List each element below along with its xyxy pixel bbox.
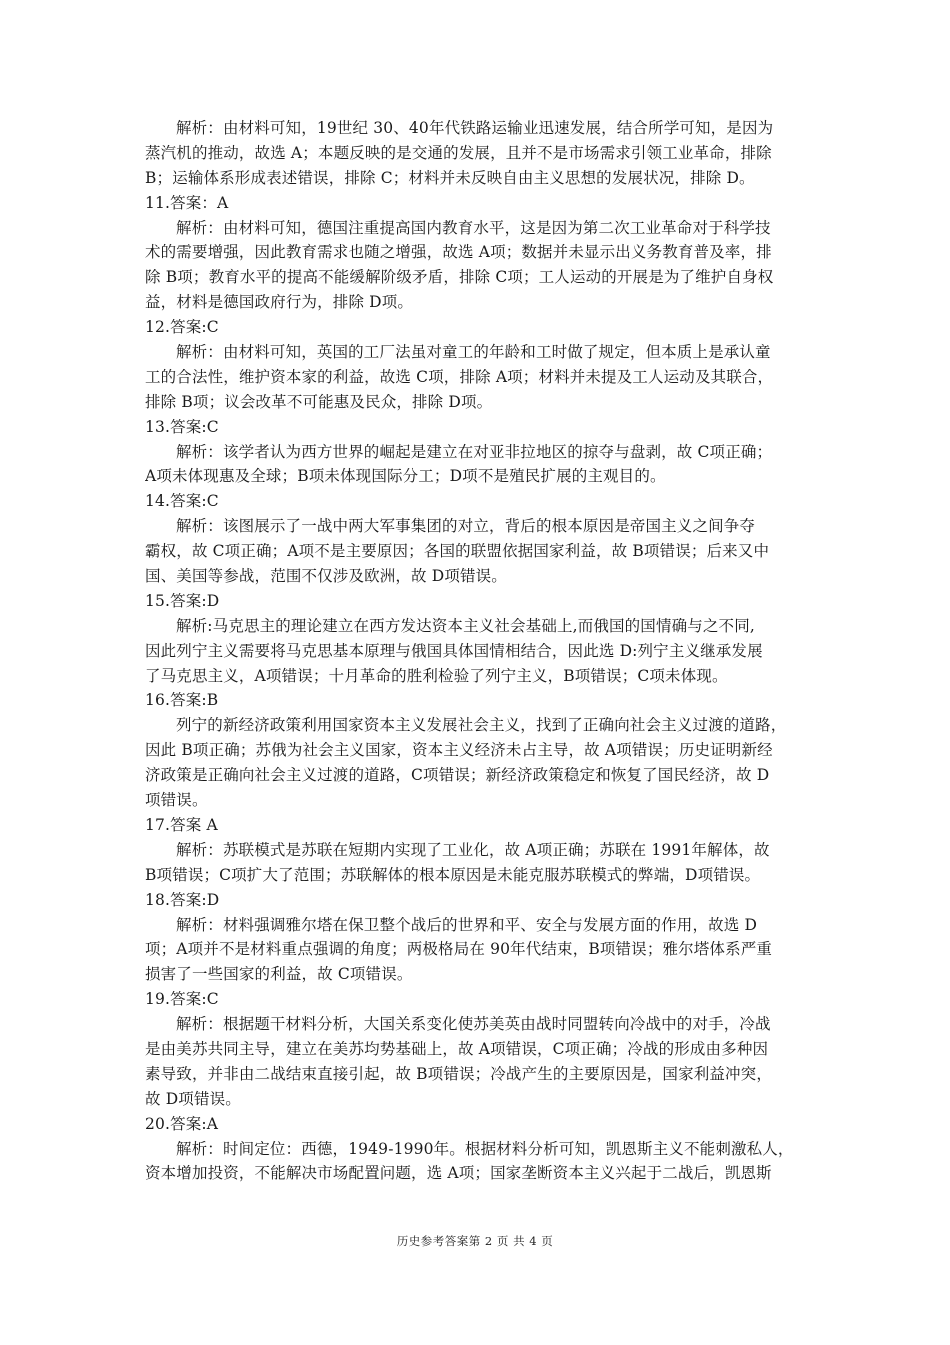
text-line: 项；A项并不是材料重点强调的角度；两极格局在 90年代结束，B项错误；雅尔塔体系严重 [145, 940, 773, 959]
text-line: 资本增加投资，不能解决市场配置问题，选 A项；国家垄断资本主义兴起于二战后，凯恩斯 [145, 1164, 772, 1183]
text-line: 项错误。 [145, 791, 208, 810]
page-footer: 历史参考答案第 2 页 共 4 页 [396, 1234, 554, 1248]
text-line: 解析：根据题干材料分析，大国关系变化使苏美英由战时同盟转向冷战中的对手，冷战 [176, 1015, 771, 1034]
text-line: 12.答案:C [145, 318, 219, 337]
text-line: 解析：时间定位：西德，1949-1990年。根据材料分析可知，凯恩斯主义不能刺激私人， [176, 1139, 794, 1158]
text-line: 济政策是正确向社会主义过渡的道路，C项错误；新经济政策稳定和恢复了国民经济，故 D [145, 766, 770, 785]
text-line: 工的合法性，维护资本家的利益，故选 C项，排除 A项；材料并未提及工人运动及其联合， [145, 367, 774, 386]
text-line: 11.答案：A [145, 193, 229, 212]
text-line: 列宁的新经济政策利用国家资本主义发展社会主义，找到了正确向社会主义过渡的道路， [176, 716, 787, 735]
text-line: 益，材料是德国政府行为，排除 D项。 [145, 293, 414, 312]
text-line: 18.答案:D [145, 890, 220, 909]
text-line: 故 D项错误。 [145, 1089, 241, 1108]
text-line: 素导致，并非由二战结束直接引起，故 B项错误；冷战产生的主要原因是，国家利益冲突， [145, 1064, 772, 1083]
text-line: 损害了一些国家的利益，故 C项错误。 [145, 965, 413, 984]
text-line: 解析：由材料可知，19世纪 30、40年代铁路运输业迅速发展，结合所学可知，是因为 [176, 119, 774, 137]
text-line: 术的需要增强，因此教育需求也随之增强，故选 A项；数据并未显示出义务教育普及率，排 [145, 243, 772, 262]
text-line: 因此 B项正确；苏俄为社会主义国家，资本主义经济未占主导，故 A项错误；历史证明新经 [145, 741, 773, 760]
text-line: 解析：该图展示了一战中两大军事集团的对立，背后的根本原因是帝国主义之间争夺 [176, 517, 756, 536]
text-line: 解析：由材料可知，德国注重提高国内教育水平，这是因为第二次工业革命对于科学技 [176, 218, 771, 237]
text-line: 19.答案:C [145, 990, 219, 1009]
text-line: A项未体现惠及全球；B项未体现国际分工；D项不是殖民扩展的主观目的。 [145, 467, 666, 486]
text-line: 解析：该学者认为西方世界的崛起是建立在对亚非拉地区的掠夺与盘剥，故 C项正确； [176, 442, 773, 461]
text-line: 14.答案:C [145, 492, 219, 511]
text-line: 解析：由材料可知，英国的工厂法虽对童工的年龄和工时做了规定，但本质上是承认童 [176, 343, 771, 362]
text-line: 蒸汽机的推动，故选 A；本题反映的是交通的发展，且并不是市场需求引领工业革命，排除 [145, 143, 772, 162]
text-line: B；运输体系形成表述错误，排除 C；材料并未反映自由主义思想的发展状况，排除 D。 [145, 168, 755, 187]
text-line: 是由美苏共同主导，建立在美苏均势基础上，故 A项错误，C项正确；冷战的形成由多种因 [145, 1039, 769, 1058]
answer-text-body [145, 116, 810, 1186]
text-line: 16.答案:B [145, 691, 219, 710]
text-line: 13.答案:C [145, 417, 219, 436]
text-line: 除 B项；教育水平的提高不能缓解阶级矛盾，排除 C项；工人运动的开展是为了维护自身权 [145, 268, 774, 287]
text-line: 17.答案 A [145, 815, 218, 834]
text-line: B项错误；C项扩大了范围；苏联解体的根本原因是未能克服苏联模式的弊端，D项错误。 [145, 865, 761, 884]
text-line: 因此列宁主义需要将马克思基本原理与俄国具体国情相结合，因此选 D:列宁主义继承发展 [145, 641, 763, 660]
text-line: 排除 B项；议会改革不可能惠及民众，排除 D项。 [145, 392, 493, 411]
text-line: 20.答案:A [145, 1114, 219, 1133]
text-line: 解析：材料强调雅尔塔在保卫整个战后的世界和平、安全与发展方面的作用，故选 D [176, 915, 758, 934]
text-line: 霸权，故 C项正确；A项不是主要原因；各国的联盟依据国家利益，故 B项错误；后来又中 [145, 542, 770, 561]
text-line: 15.答案:D [145, 591, 220, 610]
text-line: 国、美国等参战，范围不仅涉及欧洲，故 D项错误。 [145, 567, 507, 586]
text-line: 了马克思主义，A项错误；十月革命的胜利检验了列宁主义，B项错误；C项未体现。 [145, 666, 728, 685]
text-line: 解析:马克思主的理论建立在西方发达资本主义社会基础上,而俄国的国情确与之不同, [176, 616, 755, 635]
text-line: 解析：苏联模式是苏联在短期内实现了工业化，故 A项正确；苏联在 1991年解体，故 [176, 840, 770, 859]
